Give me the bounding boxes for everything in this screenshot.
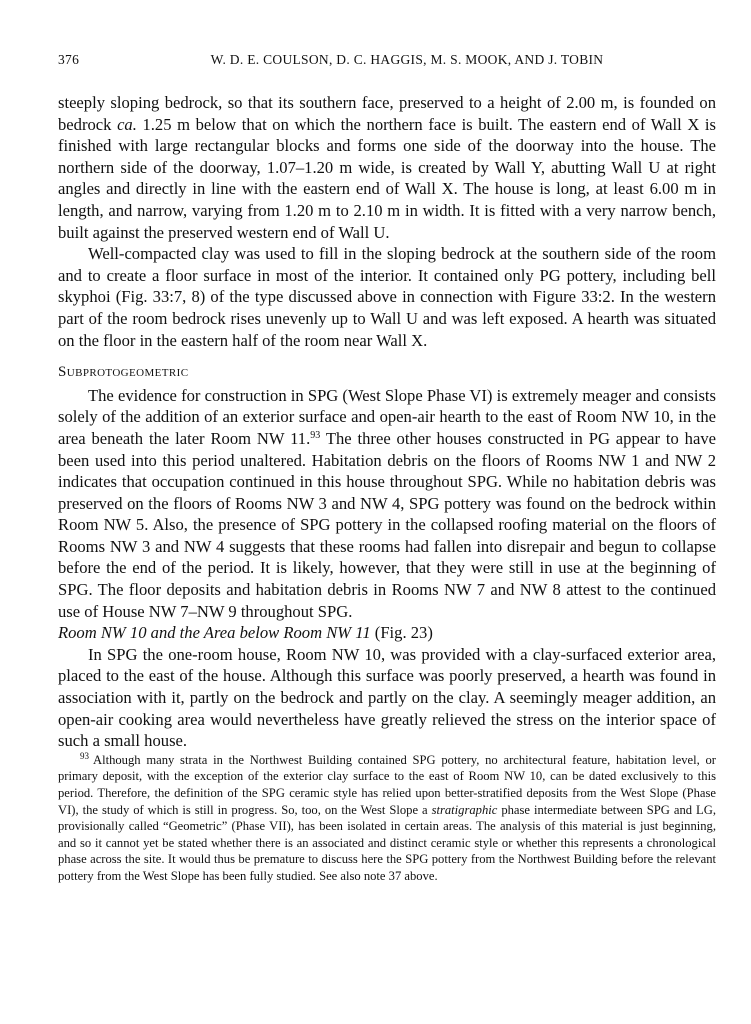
figure-reference: (Fig. 23) xyxy=(374,623,433,643)
author-line: W. D. E. COULSON, D. C. HAGGIS, M. S. MOOK, AND J. TOBIN xyxy=(210,52,604,67)
footnote-93: $^{93}$ Although many strata in the Northwest Building contained SPG pottery, no architectural feature, habitation level, or primary deposit, with the exception of the exterior clay surface to the east of Room NW 10, can be dated exclusively to this period. Therefore, the definition of the SPG ceramic style has relied upon better-stratified deposits from the West Slope (Phase VI), the study of which is still in progress. So, too, on the West Slope a stratigraphic phase intermediate between SPG and LG, provisionally called “Geometric” (Phase VII), has been isolated in certain areas. The analysis of this material is just beginning, and so it cannot yet be stated whether there is an associated and distinct ceramic style or whether this represents a chronological phase across the site. It would thus be premature to discuss here the SPG pottery from the Northwest Building before the relevant pottery from the West Slope has been fully studied. See also note 37 above. xyxy=(58,750,716,883)
running-header xyxy=(58,52,716,74)
section-heading: Subprotogeometric xyxy=(58,364,189,381)
body-text xyxy=(58,92,716,885)
italic-ca: ca. xyxy=(117,114,137,134)
paragraph-clay-floor: Well-compacted clay was used to fill in the sloping bedrock at the southern side of the room and to create a floor surface in most of the interior. It contained only PG pottery, including bell skyphoi (Fig. 33:7, 8) of the type discussed above in connection with Figure 33:2. In the western part of the room bedrock rises unevenly up to Wall U and was left exposed. A hearth was situated on the floor in the eastern half of the room near Wall X. xyxy=(58,244,716,350)
paragraph-room-nw10: In SPG the one-room house, Room NW 10, was provided with a clay-surfaced exterior area, placed to the east of the house. Although this surface was poorly preserved, a hearth was found in association with it, partly on the bedrock and partly on the clay. A seemingly meager addition, an open-air cooking area would nevertheless have greatly relieved the stress on the interior space of such a small house. xyxy=(58,644,716,751)
paragraph-wall-x: steeply sloping bedrock, so that its southern face, preserved to a height of 2.00 m, is founded on bedrock ca. 1.25 m below that on which the northern face is built. The eastern end of Wall X is finished with large rectangular blocks and forms one side of the doorway into the house. The northern side of the doorway, 1.07–1.20 m wide, is created by Wall Y, abutting Wall U at right angles and directly in line with the eastern end of Wall X. The house is long, at least 6.00 m in length, and narrow, varying from 1.20 m to 2.10 m in width. It is fitted with a very narrow bench, built against the preserved western end of Wall U. xyxy=(58,93,716,242)
footnote-number: 93 xyxy=(80,750,89,761)
paragraph-spg-evidence: The evidence for construction in SPG (West Slope Phase VI) is extremely meager and consists solely of the addition of an exterior surface and open-air hearth to the east of Room NW 10, in the area beneath the later Room NW 11.93 The three other houses constructed in PG appear to have been used into this period unaltered. Habitation debris on the floors of Rooms NW 1 and NW 2 indicates that occupation continued in this house throughout SPG. While no habitation debris was preserved on the floors of Rooms NW 3 and NW 4, SPG pottery was found on the bedrock within Room NW 5. Also, the presence of SPG pottery in the collapsed roofing material on the floors of Rooms NW 3 and NW 4 suggests that these rooms had fallen into disrepair and begun to collapse before the end of the period. It is likely, however, that they were still in use at the beginning of SPG. The floor deposits and habitation debris in Rooms NW 7 and NW 8 attest to the continued use of House NW 7–NW 9 throughout SPG. xyxy=(58,385,716,621)
footnote-ref-93[interactable]: 93 xyxy=(310,429,321,441)
subsection-heading: Room NW 10 and the Area below Room NW 11 (Fig. 23) xyxy=(58,623,433,643)
page xyxy=(58,52,716,885)
italic-stratigraphic: stratigraphic xyxy=(431,802,498,817)
page-number: 376 xyxy=(58,52,80,67)
